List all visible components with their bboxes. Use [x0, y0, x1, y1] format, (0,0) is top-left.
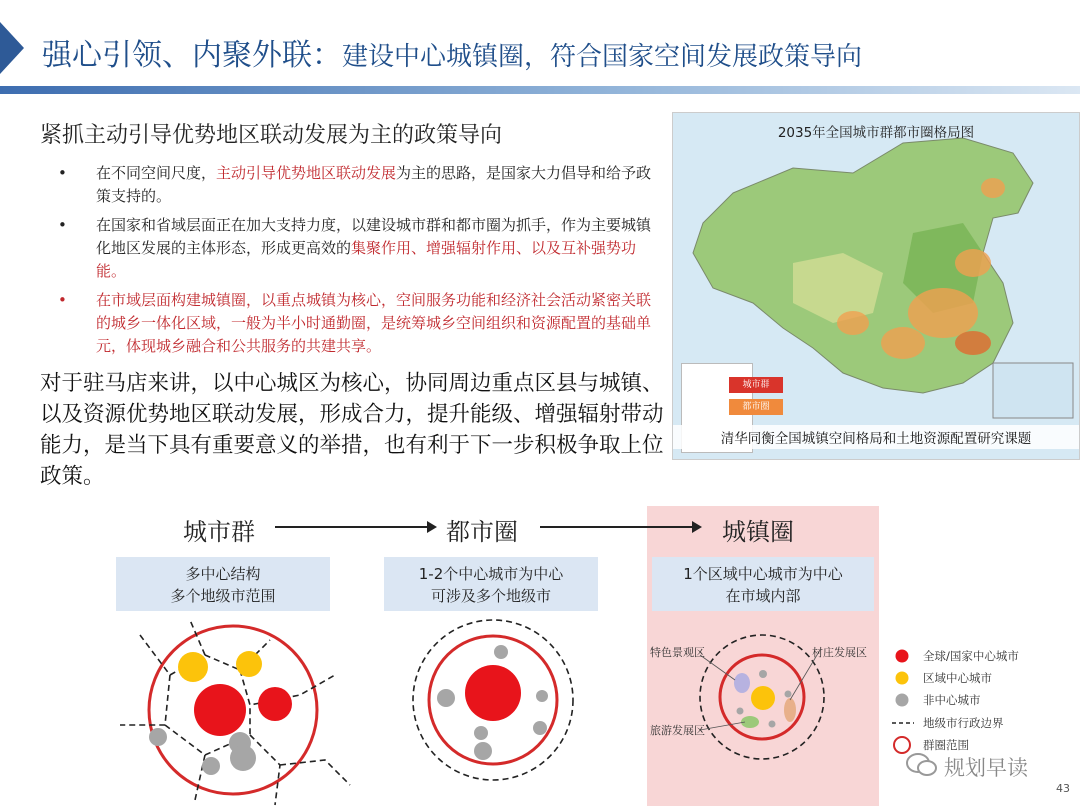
stage-description-2: [384, 557, 598, 611]
bullet-text: 在不同空间尺度，: [96, 164, 217, 182]
bullet-item-2: [58, 214, 658, 283]
subheading: 紧抓主动引导优势地区联动发展为主的政策导向: [40, 123, 503, 148]
wechat-logo-icon: [905, 751, 939, 783]
bullet-item-1: [58, 162, 658, 208]
legend-label: 非中心城市: [923, 693, 981, 707]
description-line: 1个区域中心城市为中心: [683, 565, 843, 583]
urban-agglomeration-diagram: [110, 615, 360, 810]
town-label-tourism-area: 旅游发展区: [650, 724, 705, 737]
legend-label: 地级市行政边界: [923, 716, 1004, 730]
bullet-text: 为主的思路，是国家大力倡导和给予政策支持的。: [96, 164, 652, 205]
stage-label-town-circle: 城镇圈: [722, 518, 794, 546]
diagram-legend: [890, 646, 1060, 756]
conclusion-text: 对于驻马店来讲，以中心城区为核心，协同周边重点区县与城镇、以及资源优势地区联动发展，形成合力，提升能级、增强辐射带动能力，是当下具有重要意义的举措，也有利于下一步积极争取上位政策。: [40, 371, 664, 489]
watermark-text: 规划早读: [944, 756, 1028, 780]
description-line: 可涉及多个地级市: [430, 587, 551, 605]
bullet-marker: •: [58, 216, 67, 234]
bullet-highlight: 主动引导优势地区联动发展: [216, 164, 397, 182]
regional-city-icon: [896, 672, 909, 685]
title-main: 强心引领、内聚外联：: [42, 38, 342, 73]
bullet-text: 在国家和省域层面正在加大支持力度，以建设城市群和都市圈为抓手，作为主要城镇化地区发展的主体形态，形成更高效的: [96, 216, 652, 257]
stage-label-metro-circle: 都市圈: [446, 518, 518, 546]
non-central-city-icon: [896, 694, 909, 707]
map-legend-item: 都市圈: [729, 399, 783, 415]
town-label-village-area: 村庄发展区: [812, 646, 867, 659]
title-sub: 建设中心城镇圈，符合国家空间发展政策导向: [342, 42, 863, 72]
legend-label: 全球/国家中心城市: [923, 649, 1019, 663]
flow-arrow-icon: [540, 526, 700, 528]
map-caption: 清华同衡全国城镇空间格局和土地资源配置研究课题: [673, 425, 1079, 449]
town-label-scenic-area: 特色景观区: [650, 646, 705, 659]
bullet-highlight: 集聚作用、增强辐射作用、以及互补强势功能。: [96, 239, 637, 280]
bullet-item-3: [58, 289, 658, 358]
map-title: 2035年全国城市群都市圈格局图: [777, 125, 975, 141]
description-line: 在市域内部: [725, 587, 801, 605]
china-map-figure: [672, 112, 1080, 460]
description-line: 多中心结构: [185, 565, 261, 583]
description-line: 1-2个中心城市为中心: [418, 565, 564, 583]
stage-description-3: [652, 557, 874, 611]
description-line: 多个地级市范围: [170, 587, 276, 605]
legend-label: 区域中心城市: [923, 671, 992, 685]
page-title: [42, 30, 862, 74]
bullet-text: 在市域层面构建城镇圈，以重点城镇为核心，空间服务功能和经济社会活动紧密关联的城乡一体化区域，一般为半小时通勤圈，是统筹城乡空间组织和资源配置的基础单元，体现城乡融合和公共服务的共建共享。: [96, 291, 652, 355]
metro-circle-diagram: [380, 615, 630, 810]
header-divider: [0, 86, 1080, 94]
page-number: 43: [1056, 782, 1070, 795]
national-city-icon: [896, 650, 909, 663]
header-arrow-icon: [0, 22, 24, 74]
bullet-marker: •: [58, 164, 67, 182]
legend-label: 群圈范围: [923, 738, 969, 752]
bullet-marker: •: [58, 291, 67, 309]
stage-description-1: [116, 557, 330, 611]
map-legend-item: 城市群: [729, 377, 783, 393]
stage-label-urban-agglomeration: 城市群: [183, 518, 255, 546]
flow-arrow-icon: [275, 526, 435, 528]
